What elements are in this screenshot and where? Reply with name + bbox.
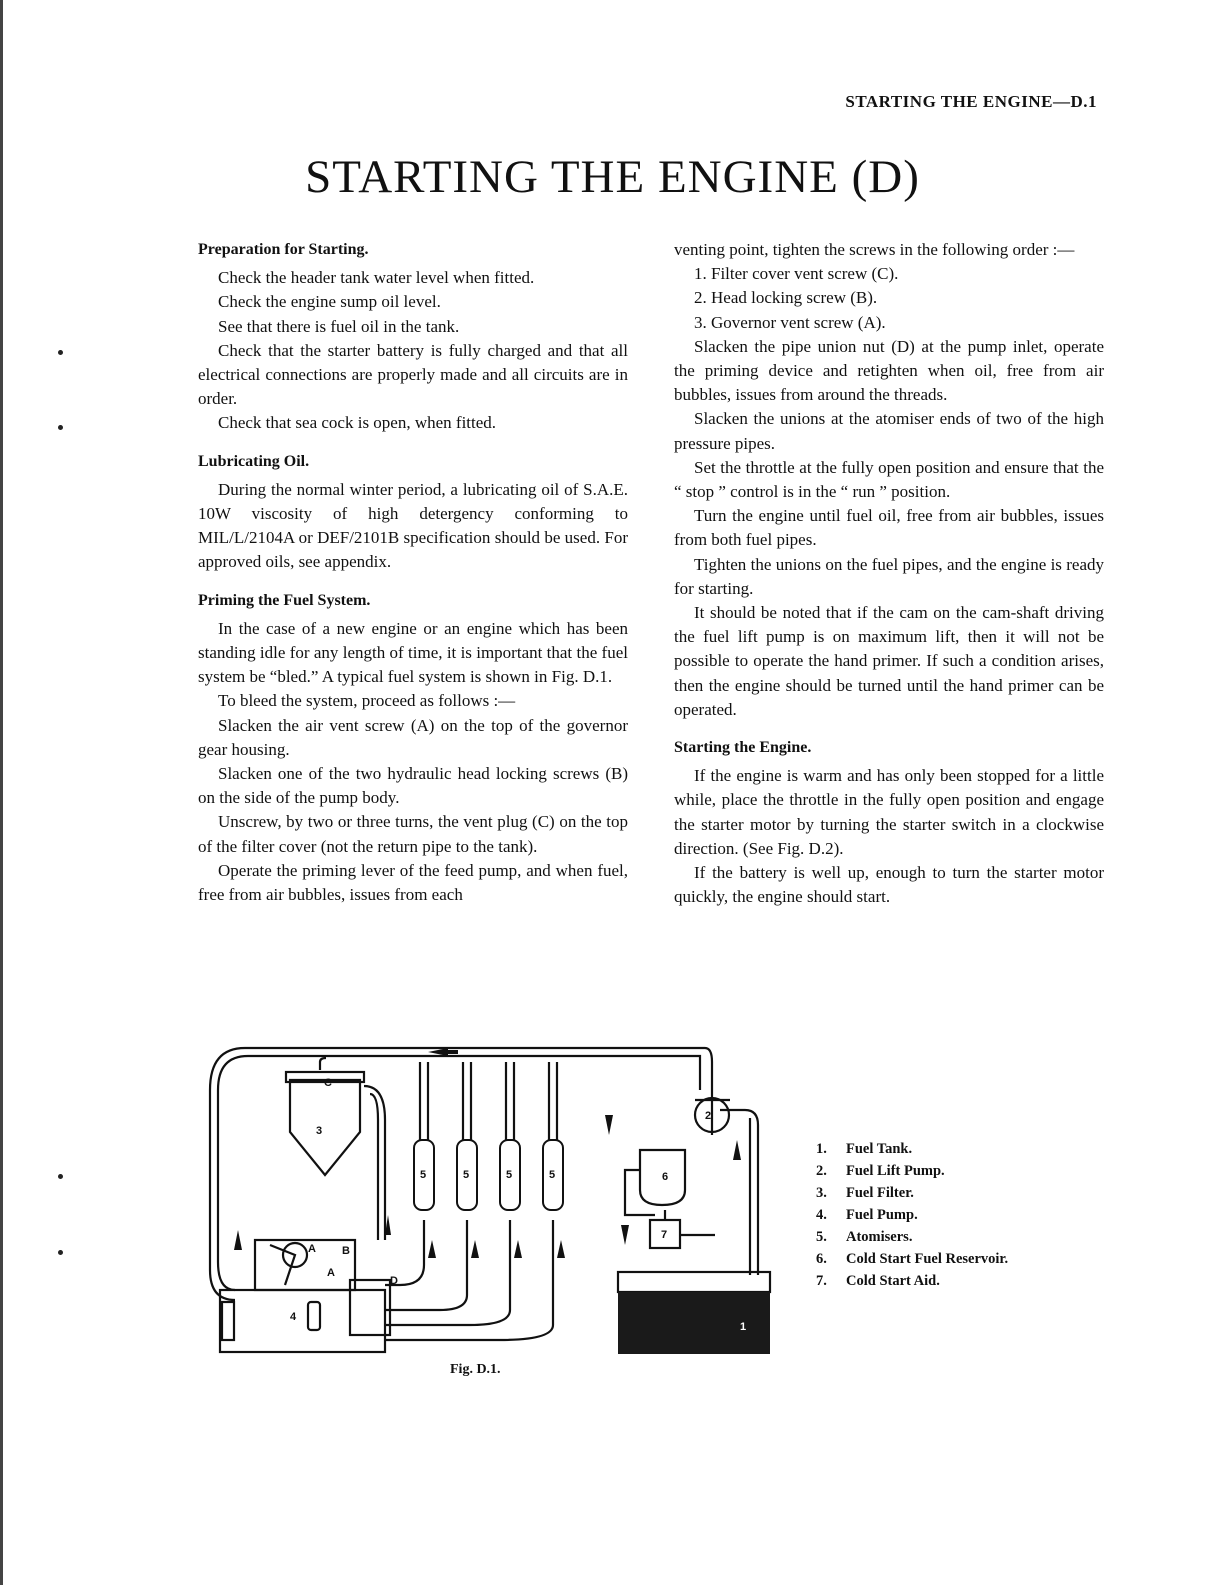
flow-arrow bbox=[428, 1048, 448, 1056]
figure-legend bbox=[816, 1138, 1008, 1292]
label-b: B bbox=[342, 1245, 350, 1257]
scan-speck bbox=[58, 1174, 63, 1179]
label-5: 5 bbox=[463, 1169, 470, 1181]
label-6: 6 bbox=[662, 1171, 669, 1183]
paragraph: Slacken the air vent screw (A) on the top of the governor gear housing. bbox=[198, 715, 628, 759]
paragraph: Operate the priming lever of the feed pump, and when fuel, free from air bubbles, issues from each bbox=[198, 860, 628, 905]
label-4: 4 bbox=[290, 1311, 297, 1323]
label-2: 2 bbox=[705, 1110, 712, 1122]
paragraph: Check the engine sump oil level. bbox=[218, 292, 441, 312]
label-1: 1 bbox=[740, 1321, 747, 1333]
flow-arrow bbox=[733, 1140, 741, 1160]
flow-arrow bbox=[621, 1225, 629, 1245]
legend-item: 1. Fuel Tank. bbox=[816, 1141, 913, 1157]
label-3: 3 bbox=[316, 1125, 323, 1137]
figure-caption: Fig. D.1. bbox=[450, 1362, 501, 1377]
fuel-tank bbox=[618, 1292, 770, 1354]
flow-arrow bbox=[234, 1230, 242, 1250]
legend-item: 6. Cold Start Fuel Reservoir. bbox=[816, 1251, 1009, 1267]
legend-item: 3. Fuel Filter. bbox=[816, 1185, 914, 1201]
paragraph: To bleed the system, proceed as follows :— bbox=[218, 691, 516, 711]
paragraph: Slacken one of the two hydraulic head locking screws (B) on the side of the pump body. bbox=[198, 764, 628, 808]
label-5: 5 bbox=[420, 1169, 427, 1181]
label-7: 7 bbox=[661, 1229, 668, 1241]
paragraph: If the engine is warm and has only been stopped for a little while, place the throttle in the fully open position and engage the starter motor by turning the starter switch in a clockwise direction. (See Fig. D.2). bbox=[674, 766, 1104, 858]
right-column bbox=[674, 238, 1104, 909]
legend-item: 5. Atomisers. bbox=[816, 1229, 913, 1245]
paragraph: Slacken the unions at the atomiser ends of two of the high pressure pipes. bbox=[674, 409, 1104, 453]
label-d: D bbox=[390, 1275, 398, 1287]
paragraph: venting point, tighten the screws in the following order :— bbox=[674, 240, 1075, 259]
flow-arrow bbox=[428, 1240, 436, 1258]
list-item: 1. Filter cover vent screw (C). bbox=[694, 264, 899, 284]
paragraph: Check the header tank water level when fitted. bbox=[218, 268, 535, 288]
label-5: 5 bbox=[506, 1169, 513, 1181]
paragraph: Turn the engine until fuel oil, free from air bubbles, issues from both fuel pipes. bbox=[674, 506, 1104, 550]
flow-arrow bbox=[605, 1115, 613, 1135]
label-5: 5 bbox=[549, 1169, 556, 1181]
section-heading-starting: Starting the Engine. bbox=[674, 739, 812, 757]
legend-item: 2. Fuel Lift Pump. bbox=[816, 1163, 945, 1179]
paragraph: Unscrew, by two or three turns, the vent plug (C) on the top of the filter cover (not the return pipe to the tank). bbox=[198, 812, 628, 856]
paragraph: Check that sea cock is open, when fitted. bbox=[218, 413, 497, 433]
legend-item: 7. Cold Start Aid. bbox=[816, 1273, 940, 1289]
left-column bbox=[198, 238, 628, 907]
scan-speck bbox=[58, 425, 63, 430]
fuel-system-diagram bbox=[200, 1040, 775, 1360]
paragraph: It should be noted that if the cam on the cam-shaft driving the fuel lift pump is on maximum lift, then it will not be possible to operate the hand primer. If such a condition arises, then the engine should be turned until the hand primer can be operated. bbox=[674, 603, 1104, 719]
paragraph: Set the throttle at the fully open position and ensure that the “ stop ” control is in the “ run ” position. bbox=[674, 457, 1104, 502]
page-title: STARTING THE ENGINE (D) bbox=[305, 151, 920, 203]
paragraph: Check that the starter battery is fully charged and that all electrical connections are properly made and all circuits are in order. bbox=[198, 340, 628, 409]
label-a: A bbox=[327, 1267, 335, 1279]
legend-item: 4. Fuel Pump. bbox=[816, 1207, 918, 1223]
section-heading-preparation: Preparation for Starting. bbox=[198, 241, 369, 258]
flow-arrow bbox=[471, 1240, 479, 1258]
section-heading-priming: Priming the Fuel System. bbox=[198, 591, 371, 609]
fuel-pump-body bbox=[220, 1290, 385, 1352]
paragraph: If the battery is well up, enough to turn the starter motor quickly, the engine should start. bbox=[674, 863, 1104, 907]
feed-pipe bbox=[210, 1090, 235, 1300]
scan-edge bbox=[0, 0, 3, 1585]
paragraph: See that there is fuel oil in the tank. bbox=[218, 316, 460, 336]
flow-arrow bbox=[514, 1240, 522, 1258]
scan-speck bbox=[58, 1250, 63, 1255]
paragraph: In the case of a new engine or an engine which has been standing idle for any length of time, it is important that the fuel system be “bled.” A typical fuel system is shown in Fig. D.1. bbox=[198, 618, 628, 687]
list-item: 3. Governor vent screw (A). bbox=[694, 312, 886, 332]
scan-speck bbox=[58, 350, 63, 355]
page-header: STARTING THE ENGINE—D.1 bbox=[845, 92, 1097, 111]
flow-arrow bbox=[557, 1240, 565, 1258]
section-heading-lubricating-oil: Lubricating Oil. bbox=[198, 452, 310, 470]
paragraph: During the normal winter period, a lubricating oil of S.A.E. 10W viscosity of high detergency conforming to MIL/L/2104A or DEF/2101B specification should be used. For approved oils, see appendix. bbox=[198, 479, 628, 572]
label-a: A bbox=[308, 1243, 316, 1255]
return-pipe bbox=[210, 1048, 712, 1090]
label-c: C bbox=[324, 1077, 332, 1089]
list-item: 2. Head locking screw (B). bbox=[694, 288, 878, 308]
fuel-filter-body bbox=[290, 1080, 360, 1175]
paragraph: Tighten the unions on the fuel pipes, and the engine is ready for starting. bbox=[674, 554, 1104, 598]
paragraph: Slacken the pipe union nut (D) at the pump inlet, operate the priming device and retighten when oil, free from air bubbles, issues from around the threads. bbox=[674, 336, 1104, 405]
